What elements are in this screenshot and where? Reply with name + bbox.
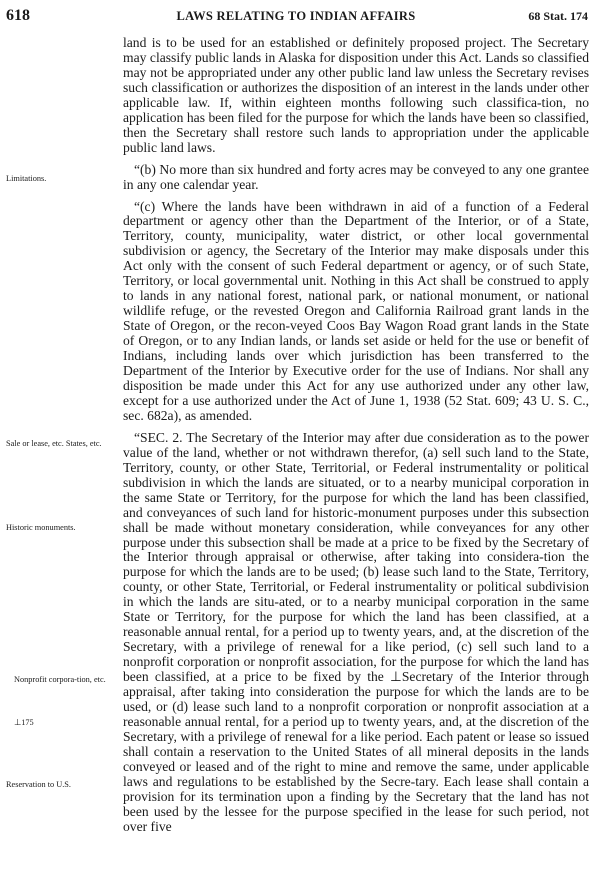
margin-note-nonprofit: Nonprofit corpora-tion, etc.	[14, 675, 106, 684]
paragraph-subsection-b: “(b) No more than six hundred and forty acres may be conveyed to any one grantee in any one calendar year.	[123, 161, 589, 192]
paragraph-subsection-c: “(c) Where the lands have been withdrawn in aid of a function of a Federal department or agency other than the Department of the Interior, or of a State, Territory, county, municipality, water district, or other local governmental subdivision or agency, the Secretary of the Interior may make disposals under this Act only with the consent of such Federal department or agency, or of such State, Territory, or local governmental unit. Nothing in this Act shall be construed to apply to lands in any national forest, national park, or national monument, or national wildlife refuge, or the revested Oregon and California Railroad grant lands in the State of Oregon, or the recon-veyed Coos Bay Wagon Road grant lands in the State of Oregon, or to any Indian lands, or lands set aside or held for the use or benefit of Indians, including lands over which jurisdiction has been transferred to the Department of the Interior by Executive order for the use of Indians. Nor shall any disposition be made under this Act for any use authorized under any other law, except for a use authorized under the Act of June 1, 1938 (52 Stat. 609; 43 U. S. C., sec. 682a), as amended.	[123, 198, 589, 423]
statute-citation: 68 Stat. 174	[528, 9, 588, 23]
page-number: 618	[6, 7, 30, 24]
margin-note-page-break: ⊥175	[14, 718, 34, 727]
paragraph-section-2: “SEC. 2. The Secretary of the Interior may after due consideration as to the power value of the land, whether or not withdrawn therefor, (a) sell such land to the State, Territory, county, or other State, Territorial, or Federal instrumentality or political subdivision in which the lands are situated, or to a nearby municipal corporation in the same State or Territory, for the purpose for which the land has been classified, and conveyances of such land for historic-monument purposes under this subsection shall be made without monetary consideration, while conveyances for any other purpose under this subsection shall be made at a price to be fixed by the Secretary of the Interior through appraisal or otherwise, after taking into considera-tion the purpose for which the lands are to be used; (b) lease such land to the State, Territory, county, or other State, Territorial, or Federal instrumentality or political subdivision in which the lands are situ-ated, or to a nearby municipal corporation in the same State or Territory, for the purpose for which the land has been classified, at a reasonable annual rental, for a period up to twenty years, and, at the discretion of the Secretary, with a privilege of renewal for a like period, (c) sell such land to a nonprofit corporation or nonprofit association, for the purpose for which the land has been classified, at a price to be fixed by the ⊥Secretary of the Interior through appraisal, after taking into consideration the purpose for which the lands are to be used, or (d) lease such land to a nonprofit corporation or nonprofit association at a reasonable annual rental, for a period up to twenty years, and, at the discretion of the Secretary, with a privilege of renewal for a like period. Each patent or lease so issued shall contain a reservation to the United States of all mineral deposits in the lands conveyed or leased and of the right to mine and remove the same, under applicable laws and regulations to be established by the Secre-tary. Each lease shall contain a provision for its termination upon a finding by the Secretary that the land has not been used by the lessee for the purpose specified in the lease for such period, not over five	[123, 429, 589, 834]
running-title: LAWS RELATING TO INDIAN AFFAIRS	[176, 9, 416, 23]
margin-note-sale-or-lease: Sale or lease, etc. States, etc.	[6, 439, 102, 448]
margin-note-limitations: Limitations.	[6, 174, 47, 183]
body-text	[123, 36, 589, 842]
margin-note-reservation: Reservation to U.S.	[6, 780, 71, 789]
margin-note-historic-monuments: Historic monuments.	[6, 523, 76, 532]
paragraph-continued: land is to be used for an established or definitely proposed project. The Secretary may classify public lands in Alaska for disposition under this Act. Lands so classified may not be appropriated under any other public land law unless the Secretary revises such classification or authorizes the disposition of an interest in the lands under other applicable law. If, within eighteen months following such classifica-tion, no application has been filed for the purpose for which the lands have been so classified, then the Secretary shall restore such lands to appropriation under the applicable public land laws.	[123, 35, 589, 155]
running-header	[6, 7, 588, 27]
